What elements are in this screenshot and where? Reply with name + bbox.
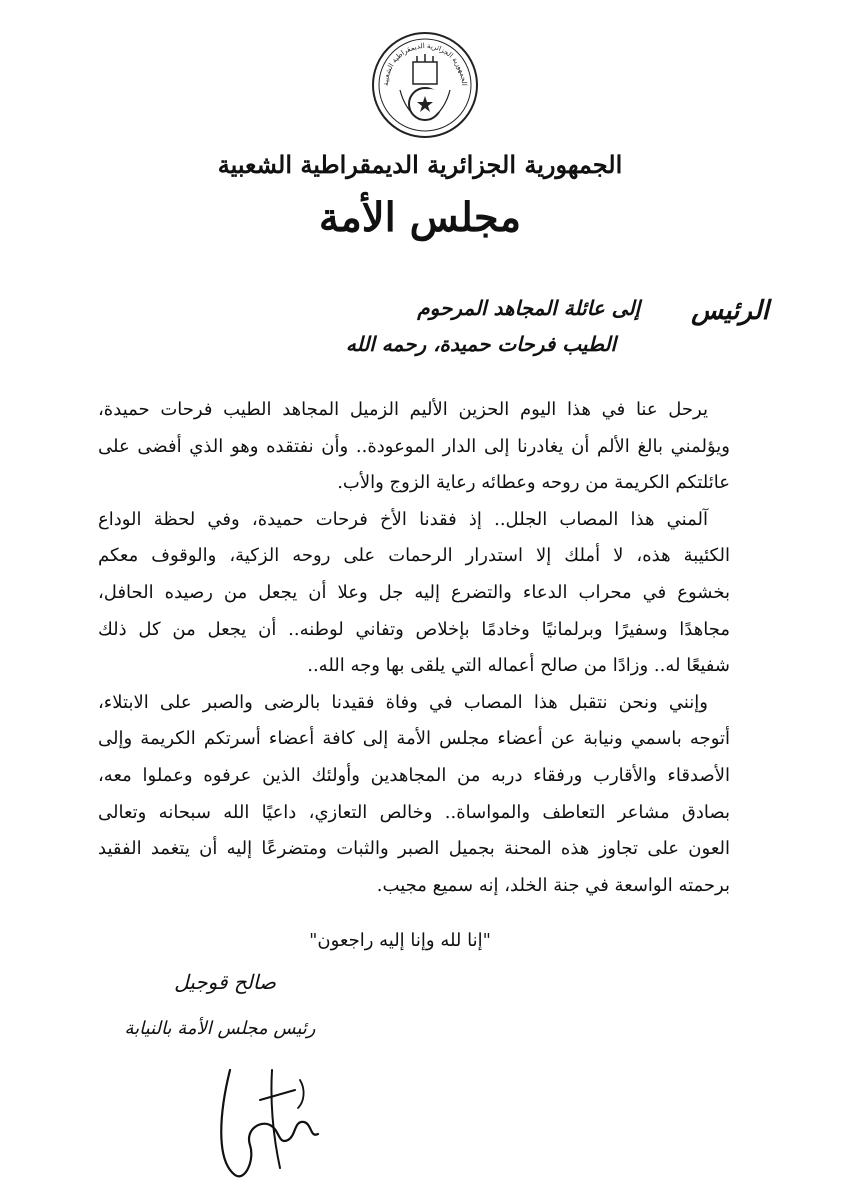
body-line: آلمني هذا المصاب الجلل.. إذ فقدنا الأخ فرحات حميدة، وفي لحظة الوداع bbox=[98, 508, 708, 530]
body-line: بصادق مشاعر التعاطف والمواساة.. وخالص التعازي، داعيًا الله سبحانه وتعالى bbox=[98, 801, 730, 823]
emblem-icon bbox=[370, 30, 480, 140]
signature-scribble-icon bbox=[200, 1050, 330, 1190]
signer-name: صالح قوجيل bbox=[174, 970, 276, 994]
body-line: العون على تجاوز هذه المحنة بجميل الصبر والثبات ومتضرعًا إليه أن يتغمد الفقيد bbox=[98, 838, 730, 860]
body-line: برحمته الواسعة في جنة الخلد، إنه سميع مجيب. bbox=[376, 874, 730, 896]
president-label: الرئيس bbox=[691, 296, 769, 326]
seal-ring-text: الجمهورية الجزائرية الديمقراطية الشعبية bbox=[381, 41, 469, 86]
republic-heading: الجمهورية الجزائرية الديمقراطية الشعبية bbox=[217, 150, 623, 179]
handwritten-signature bbox=[200, 1050, 330, 1190]
addressee-block bbox=[330, 290, 640, 362]
body-line: الكئيبة هذه، لا أملك إلا استدرار الرحمات على روحه الزكية، والوقوف معكم bbox=[98, 545, 730, 567]
letter-body bbox=[98, 392, 730, 904]
council-heading: مجلس الأمة bbox=[318, 194, 522, 241]
signer-title: رئيس مجلس الأمة بالنيابة bbox=[124, 1018, 316, 1039]
body-line: يرحل عنا في هذا اليوم الحزين الأليم الزميل المجاهد الطيب فرحات حميدة، bbox=[98, 399, 708, 420]
body-line: أتوجه باسمي ونيابة عن أعضاء مجلس الأمة إلى كافة أعضاء أسرتكم الكريمة وإلى bbox=[98, 728, 730, 750]
body-line: بخشوع في محراب الدعاء والتضرع إليه جل وعلا أن يجعل من رصيده الحافل، bbox=[98, 581, 730, 603]
body-line: وإنني ونحن نتقبل هذا المصاب في وفاة فقيدنا بالرضى والصبر على الابتلاء، bbox=[98, 691, 708, 713]
body-line: الأصدقاء والأقارب ورفقاء دربه من المجاهدين وأولئك الذين عرفوه وعملوا معه، bbox=[98, 764, 730, 786]
addressee-line: الطيب فرحات حميدة، رحمه الله bbox=[345, 332, 616, 356]
body-line: ويؤلمني بالغ الألم أن يغادرنا إلى الدار الموعودة.. وأن نفتقده وهو الذي أفضى على bbox=[98, 435, 730, 457]
svg-text:الجمهورية الجزائرية الديمقراطي bbox=[382, 42, 468, 86]
state-emblem-seal bbox=[370, 30, 480, 140]
addressee-line: إلى عائلة المجاهد المرحوم bbox=[417, 296, 640, 320]
body-line: مجاهدًا وسفيرًا وبرلمانيًا وخادمًا بإخلاص وتفاني لوطنه.. أن يجعل من كل ذلك bbox=[98, 618, 730, 640]
body-line: شفيعًا له.. وزادًا من صالح أعماله التي يلقى بها وجه الله.. bbox=[307, 655, 730, 677]
body-line: عائلتكم الكريمة من روحه وعطائه رعاية الزوج والأب. bbox=[337, 472, 730, 494]
quran-verse: "إنا لله وإنا إليه راجعون" bbox=[309, 930, 491, 951]
